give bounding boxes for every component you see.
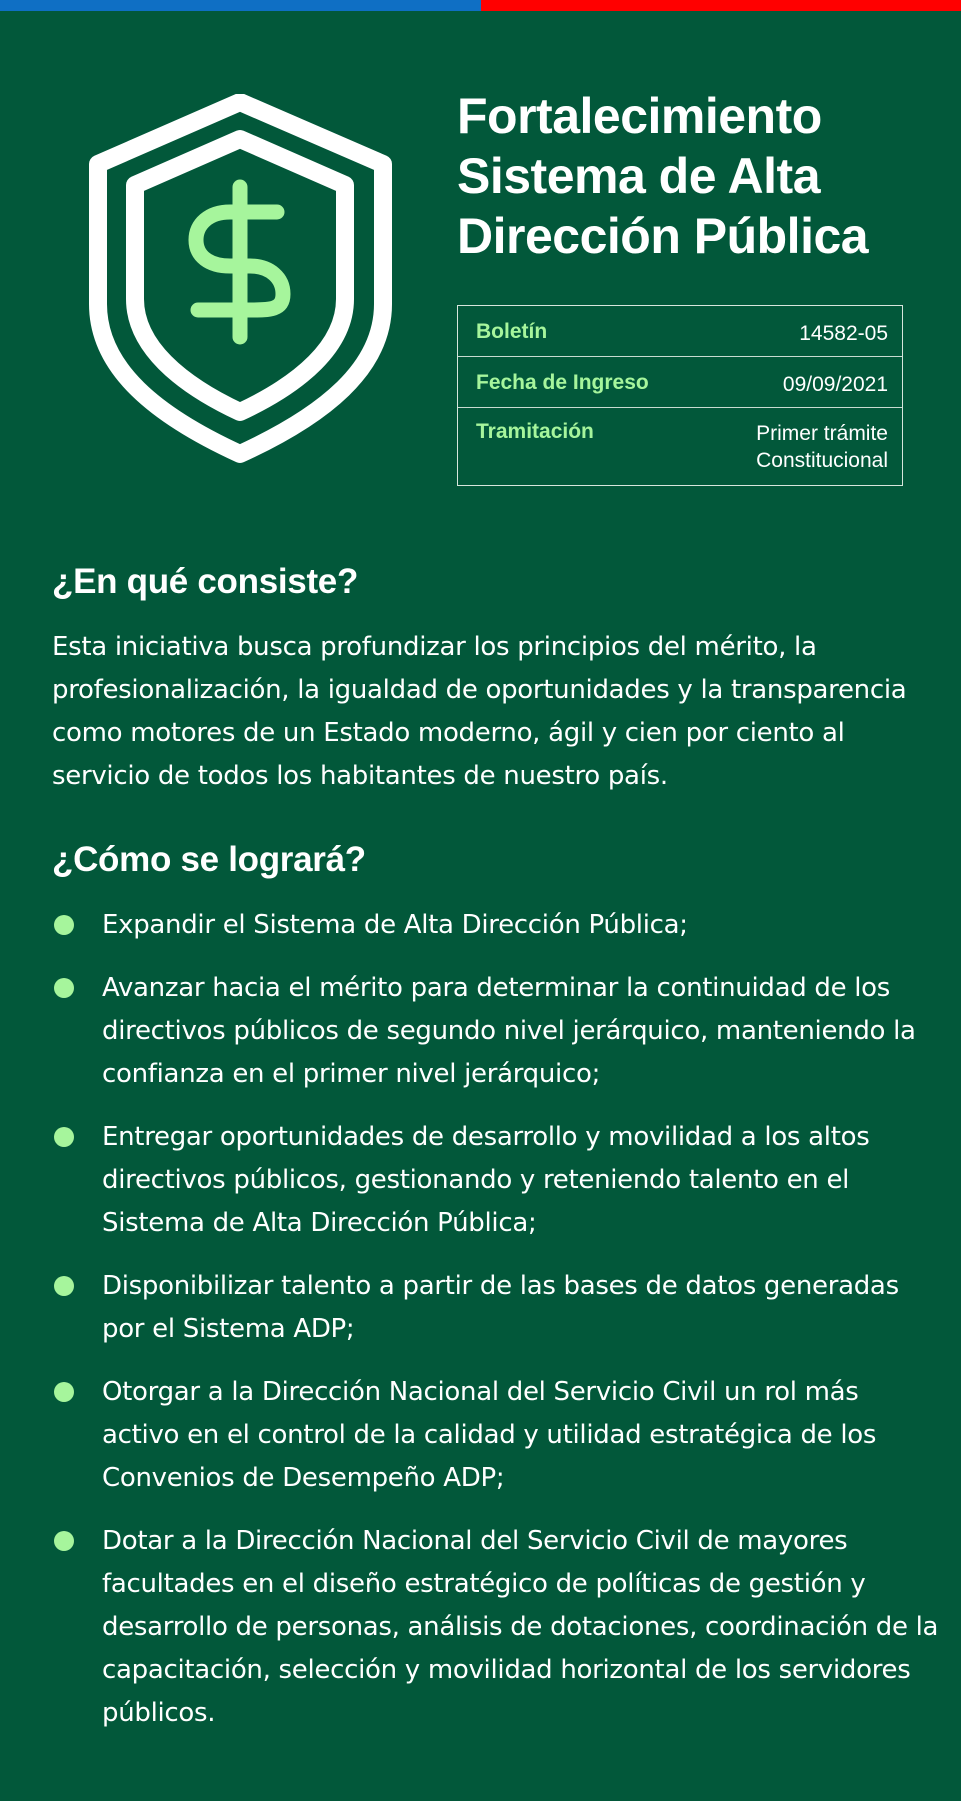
tramitacion-value: Primer trámite Constitucional (756, 422, 888, 472)
bullet-dot-icon (54, 1531, 74, 1551)
what-description: Esta iniciativa busca profundizar los principios del mérito, la profesionalización, la igualdad de oportunidades y la transparencia como motores de un Estado moderno, ágil y cien por ciento al servicio de todos los habitantes de nuestro país. (52, 632, 907, 791)
list-item (52, 1371, 942, 1500)
fecha-value: 09/09/2021 (782, 373, 888, 396)
what-heading: ¿En qué consiste? (52, 562, 359, 601)
list-item-text: Entregar oportunidades de desarrollo y movilidad a los altos directivos públicos, gestionando y reteniendo talento en el Sistema de Alta Dirección Pública; (102, 1122, 870, 1238)
fecha-label: Fecha de Ingreso (476, 371, 649, 394)
bullet-dot-icon (54, 915, 74, 935)
list-item (52, 1265, 942, 1351)
bullet-dot-icon (54, 978, 74, 998)
shield-dollar-icon (88, 94, 393, 467)
list-item-text: Expandir el Sistema de Alta Dirección Pública; (102, 910, 688, 940)
flag-blue-segment (0, 0, 481, 11)
boletin-value: 14582-05 (799, 322, 888, 345)
info-row-fecha (458, 357, 902, 408)
info-row-tramitacion (458, 408, 902, 484)
list-item (52, 904, 942, 947)
list-item (52, 1520, 942, 1735)
info-row-boletin (458, 306, 902, 357)
page-title: Fortalecimiento Sistema de Alta Dirección Pública (457, 88, 869, 264)
list-item (52, 1116, 942, 1245)
list-item-text: Otorgar a la Dirección Nacional del Servicio Civil un rol más activo en el control de la calidad y utilidad estratégica de los Convenios de Desempeño ADP; (102, 1377, 877, 1493)
list-item-text: Dotar a la Dirección Nacional del Servicio Civil de mayores facultades en el diseño estratégico de políticas de gestión y desarrollo de personas, análisis de dotaciones, coordinación de la capacitación, selección y movilidad horizontal de los servidores públicos. (102, 1526, 939, 1728)
boletin-label: Boletín (476, 320, 548, 343)
tramitacion-label: Tramitación (476, 420, 594, 443)
flag-color-bar (0, 0, 961, 11)
bullet-dot-icon (54, 1276, 74, 1296)
dollar-sign-icon (196, 187, 283, 337)
list-item-text: Disponibilizar talento a partir de las bases de datos generadas por el Sistema ADP; (102, 1271, 899, 1344)
bill-info-table (457, 305, 903, 486)
how-heading: ¿Cómo se logrará? (52, 840, 366, 879)
list-item (52, 967, 942, 1096)
bullet-dot-icon (54, 1382, 74, 1402)
list-item-text: Avanzar hacia el mérito para determinar la continuidad de los directivos públicos de segundo nivel jerárquico, manteniendo la confianza en el primer nivel jerárquico; (102, 973, 916, 1089)
bullet-dot-icon (54, 1127, 74, 1147)
how-list (52, 904, 942, 1755)
flag-red-segment (481, 0, 961, 11)
